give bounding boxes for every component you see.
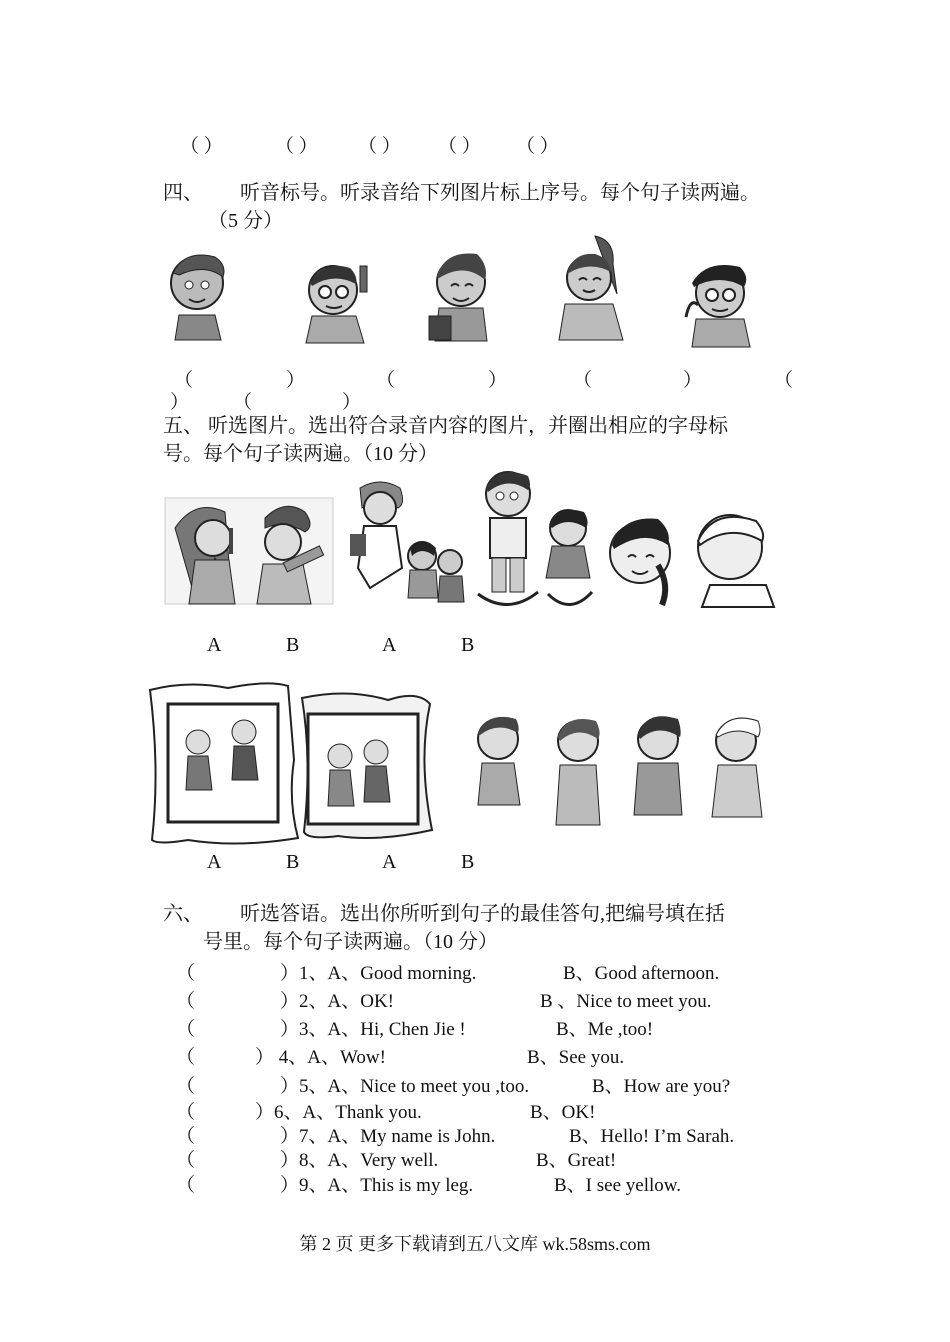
question-option-b: B、Great! <box>536 1150 617 1171</box>
picture-boy-girl <box>468 466 598 608</box>
s4-paren-2-open[interactable]: （ <box>376 370 396 391</box>
page-footer: 第 2 页 更多下载请到五八文库 wk.58sms.com <box>299 1234 651 1254</box>
section-5-title: 五、 听选图片。选出符合录音内容的图片，并圈出相应的字母标 <box>163 415 728 437</box>
s5-q2-option-a[interactable]: A <box>382 634 397 656</box>
picture-teacher-students <box>340 478 470 606</box>
answer-paren-4[interactable]: （ ） <box>438 136 481 157</box>
question-option-b: B、See you. <box>527 1047 625 1068</box>
s5-q2-option-b[interactable]: B <box>461 634 475 656</box>
s4-paren-2-close: ） <box>488 370 508 391</box>
section-6-instruction-line2: 号里。每个句子读两遍。（10 分） <box>203 931 498 953</box>
question-option-b: B、Me ,too! <box>556 1019 654 1040</box>
answer-blank[interactable]: （ <box>176 1102 196 1123</box>
question-option-a: ）1、A、Good morning. <box>280 963 477 984</box>
section-6-number: 六、 <box>163 903 203 925</box>
question-option-b: B 、Nice to meet you. <box>540 991 712 1012</box>
question-option-a: ）2、A、OK! <box>280 991 394 1012</box>
s5-q4-option-b[interactable]: B <box>461 851 475 873</box>
answer-blank[interactable]: （ <box>176 1047 196 1068</box>
answer-blank[interactable]: （ <box>176 1126 196 1147</box>
answer-blank[interactable]: （ <box>176 1076 196 1097</box>
question-option-a: ）5、A、Nice to meet you ,too. <box>280 1076 530 1097</box>
picture-girls-writing <box>165 498 335 606</box>
s4-paren-3-close: ） <box>683 370 703 391</box>
kid-illustration-3 <box>425 246 495 341</box>
s4-paren-4-open[interactable]: （ <box>774 370 794 391</box>
section-4-number: 四、 <box>163 182 203 204</box>
s4-paren-1-close: ） <box>286 370 306 391</box>
question-option-b: B、OK! <box>530 1102 596 1123</box>
section-5-title-line2: 号。每个句子读两遍。（10 分） <box>163 443 438 465</box>
s4-paren-5-close: ） <box>342 392 362 413</box>
s5-q4-option-a[interactable]: A <box>382 851 397 873</box>
s4-paren-3-open[interactable]: （ <box>573 370 593 391</box>
s4-paren-1-open[interactable]: （ <box>174 370 194 391</box>
kid-illustration-5 <box>678 257 758 347</box>
answer-blank[interactable]: （ <box>176 991 196 1012</box>
picture-two-kids-faces <box>598 505 778 607</box>
kid-illustration-2 <box>298 258 378 343</box>
question-option-a: ）6、A、Thank you. <box>255 1102 422 1123</box>
picture-framed-photos <box>148 680 453 850</box>
question-option-b: B、I see yellow. <box>554 1175 681 1196</box>
question-option-a: ）3、A、Hi, Chen Jie ! <box>280 1019 466 1040</box>
answer-blank[interactable]: （ <box>176 1150 196 1171</box>
question-option-b: B、Good afternoon. <box>563 963 720 984</box>
question-option-a: ）9、A、This is my leg. <box>280 1175 474 1196</box>
question-option-a: ）7、A、My name is John. <box>280 1126 496 1147</box>
answer-paren-5[interactable]: （ ） <box>516 136 559 157</box>
s5-q3-option-b[interactable]: B <box>286 851 300 873</box>
answer-blank[interactable]: （ <box>176 1019 196 1040</box>
s4-paren-4-close: ） <box>170 392 190 413</box>
s4-paren-5-open[interactable]: （ <box>233 392 253 413</box>
picture-four-kids-waving <box>468 705 773 830</box>
answer-blank[interactable]: （ <box>176 963 196 984</box>
answer-paren-3[interactable]: （ ） <box>358 136 401 157</box>
answer-blank[interactable]: （ <box>176 1175 196 1196</box>
answer-paren-1[interactable]: （ ） <box>180 136 223 157</box>
section-6-instruction: 听选答语。选出你所听到句子的最佳答句,把编号填在括 <box>240 903 725 925</box>
question-option-b: B、Hello! I’m Sarah. <box>569 1126 735 1147</box>
kid-illustration-4 <box>555 234 630 342</box>
question-option-a: ） 4、A、Wow! <box>255 1047 386 1068</box>
s5-q1-option-a[interactable]: A <box>207 634 222 656</box>
section-4-score: （5 分） <box>208 210 283 232</box>
s5-q1-option-b[interactable]: B <box>286 634 300 656</box>
question-option-b: B、How are you? <box>592 1076 731 1097</box>
section-4-instruction: 听音标号。听录音给下列图片标上序号。每个句子读两遍。 <box>240 182 760 204</box>
question-option-a: ）8、A、Very well. <box>280 1150 439 1171</box>
answer-paren-2[interactable]: （ ） <box>275 136 318 157</box>
s5-q3-option-a[interactable]: A <box>207 851 222 873</box>
kid-illustration-1 <box>165 245 235 340</box>
